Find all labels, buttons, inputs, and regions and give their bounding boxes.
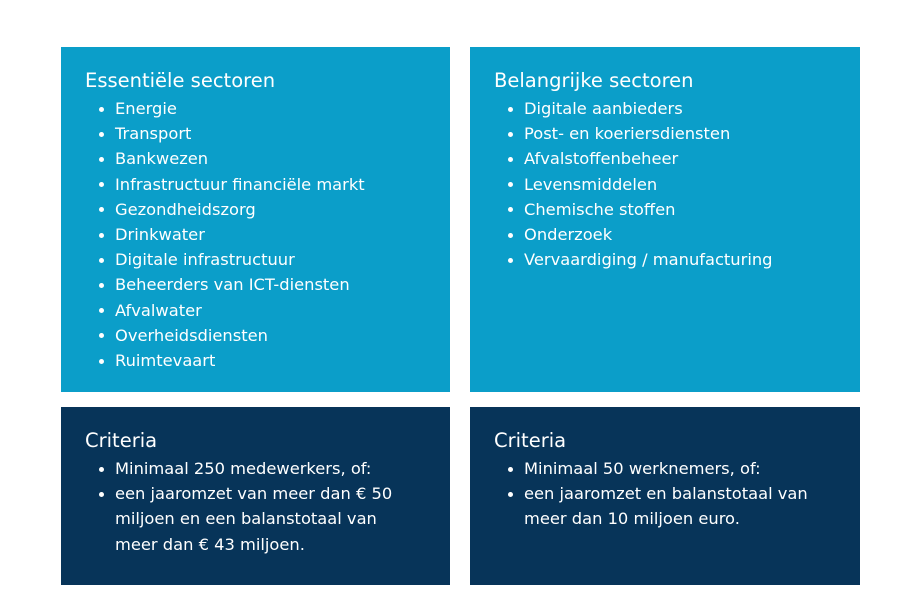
essential-sectors-list (85, 96, 426, 373)
list-item: Onderzoek (504, 222, 836, 247)
list-item: Afvalstoffenbeheer (504, 146, 836, 171)
important-criteria-panel (470, 407, 860, 585)
essential-criteria-panel (61, 407, 450, 585)
essential-sectors-panel (61, 47, 450, 392)
list-item: Chemische stoffen (504, 197, 836, 222)
list-item: Bankwezen (95, 146, 426, 171)
essential-criteria-title: Criteria (85, 429, 158, 452)
list-item: Overheidsdiensten (95, 323, 426, 348)
list-item: Minimaal 50 werknemers, of: (504, 456, 836, 481)
list-item: Digitale aanbieders (504, 96, 836, 121)
important-criteria-list (494, 456, 836, 532)
list-item: Transport (95, 121, 426, 146)
list-item: een jaaromzet van meer dan € 50 miljoen en een balanstotaal van meer dan € 43 miljoen. (95, 481, 400, 557)
list-item: Vervaardiging / manufacturing (504, 247, 836, 272)
list-item: Gezondheidszorg (95, 197, 426, 222)
list-item: Afvalwater (95, 298, 426, 323)
list-item: Post- en koeriersdiensten (504, 121, 836, 146)
essential-sectors-title: Essentiële sectoren (85, 69, 276, 92)
important-sectors-panel (470, 47, 860, 392)
list-item: Drinkwater (95, 222, 426, 247)
list-item: Beheerders van ICT-diensten (95, 272, 426, 297)
list-item: Energie (95, 96, 426, 121)
important-sectors-list (494, 96, 836, 272)
list-item: Digitale infrastructuur (95, 247, 426, 272)
list-item: Levensmiddelen (504, 172, 836, 197)
list-item: een jaaromzet en balanstotaal van meer dan 10 miljoen euro. (504, 481, 814, 531)
important-criteria-title: Criteria (494, 429, 567, 452)
list-item: Infrastructuur financiële markt (95, 172, 426, 197)
list-item: Ruimtevaart (95, 348, 426, 373)
important-sectors-title: Belangrijke sectoren (494, 69, 694, 92)
list-item: Minimaal 250 medewerkers, of: (95, 456, 426, 481)
essential-criteria-list (85, 456, 426, 557)
